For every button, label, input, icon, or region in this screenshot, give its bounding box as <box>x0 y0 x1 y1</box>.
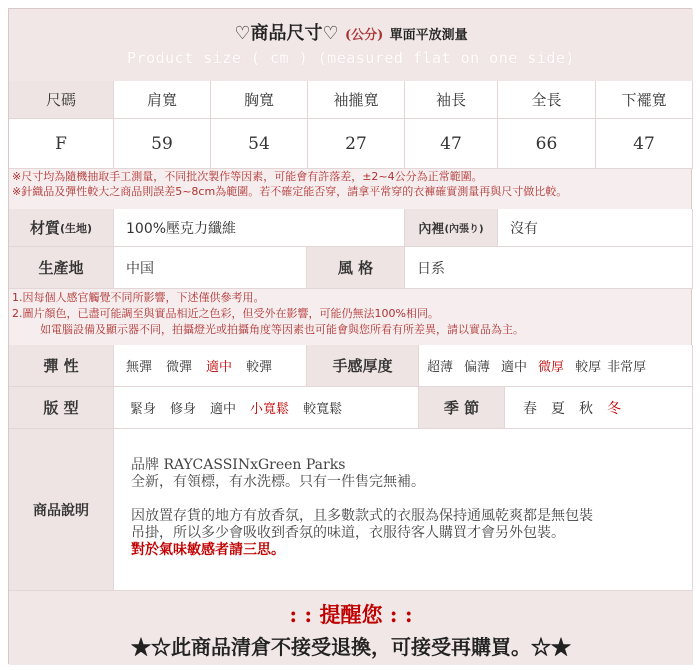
material-value: 100%壓克力纖維 <box>114 209 405 247</box>
color-notes <box>12 290 692 338</box>
color-note-2: 2.圖片顏色，已盡可能調至與實品相近之色彩，但受外在影響，可能仍無法100%相同。 <box>12 307 439 320</box>
elasticity-option-medium-selected: 適中 <box>206 360 233 375</box>
title-unit: (公分) <box>344 28 384 43</box>
title-tail: 單面平放測量 <box>389 28 468 43</box>
color-note-3: 如電腦設備及顯示器不同，拍攝燈光或拍攝角度等因素也可能會與您所看有所差異，請以實品為主。 <box>40 323 524 336</box>
fit-option-tight: 緊身 <box>130 402 157 417</box>
thickness-option-medium: 適中 <box>501 360 528 375</box>
season-option-spring: 春 <box>523 400 537 417</box>
style-value: 日系 <box>405 247 693 289</box>
thickness-option-slightly-thick-selected: 微厚 <box>538 360 565 375</box>
material-label <box>9 209 114 247</box>
size-value-sleeve: 47 <box>405 119 498 169</box>
origin-value: 中国 <box>114 247 307 289</box>
reminder-box <box>9 591 693 665</box>
season-option-autumn: 秋 <box>579 400 593 417</box>
lining-label-sub: (內張り) <box>444 224 484 235</box>
description-text <box>121 457 593 559</box>
size-note-1: ※尺寸均為隨機抽取手工測量，不同批次製作等因素，可能會有許落差，±2~4公分為正常範圍。 <box>12 170 483 183</box>
thickness-option-thin: 偏薄 <box>464 360 491 375</box>
elasticity-label: 彈 性 <box>9 345 114 387</box>
size-title <box>9 19 693 45</box>
product-info-sheet <box>8 8 692 664</box>
size-value-size: F <box>9 119 114 169</box>
reminder-text: ★☆此商品清倉不接受退換，可接受再購買。☆★ <box>131 635 571 659</box>
fit-options <box>114 387 419 429</box>
description-spacer <box>131 491 593 508</box>
elasticity-option-slight: 微彈 <box>166 360 193 375</box>
size-value-armhole: 27 <box>308 119 405 169</box>
thickness-label: 手感厚度 <box>307 345 419 387</box>
reminder-title: : : 提醒您 : : <box>289 602 413 627</box>
season-option-summer: 夏 <box>551 400 565 417</box>
fit-label: 版 型 <box>9 387 114 429</box>
size-header-chest: 胸寬 <box>211 81 308 119</box>
color-note-1: 1.因每個人感官觸覺不同所影響，下述僅供參考用。 <box>12 291 265 304</box>
description-fragrance-2: 吊掛，所以多少會吸收到香氛的味道，衣服待客人購買才會另外包裝。 <box>131 525 565 541</box>
size-header-armhole: 袖攏寬 <box>308 81 405 119</box>
size-value-shoulder: 59 <box>114 119 211 169</box>
size-header-shoulder: 肩寬 <box>114 81 211 119</box>
thickness-option-very-thick: 非常厚 <box>607 360 647 375</box>
size-header-sleeve: 袖長 <box>405 81 498 119</box>
material-label-text: 材質 <box>29 219 60 237</box>
thickness-option-ultra-thin: 超薄 <box>427 360 454 375</box>
elasticity-options <box>114 345 307 387</box>
size-note-2: ※針織品及彈性較大之商品則誤差5~8cm為範圍。若不確定能否穿，請拿平常穿的衣褲確實測量再與尺寸做比較。 <box>12 185 568 198</box>
material-label-sub: (生地) <box>59 221 93 235</box>
lining-label-text: 內裡 <box>418 222 445 237</box>
elasticity-option-none: 無彈 <box>126 360 153 375</box>
lining-value: 沒有 <box>498 209 693 247</box>
size-header-length: 全長 <box>498 81 596 119</box>
description-brand: 品牌 RAYCASSINxGreen Parks <box>131 457 346 473</box>
size-value-hem: 47 <box>596 119 693 169</box>
style-label: 風 格 <box>307 247 405 289</box>
size-notes <box>12 169 692 199</box>
description-warning: 對於氣味敏感者請三思。 <box>131 542 285 558</box>
thickness-options <box>419 345 693 387</box>
size-header-size: 尺碼 <box>9 81 114 119</box>
description-condition: 全新，有領標，有水洗標。只有一件售完無補。 <box>131 474 425 490</box>
fit-option-loose: 較寬鬆 <box>303 402 343 417</box>
size-value-length: 66 <box>498 119 596 169</box>
description-fragrance-1: 因放置存貨的地方有放香氛，且多數款式的衣服為保持通風乾爽都是無包裝 <box>131 508 593 524</box>
season-option-winter-selected: 冬 <box>607 400 621 417</box>
thickness-option-thick: 較厚 <box>575 360 602 375</box>
elasticity-option-high: 較彈 <box>246 360 273 375</box>
size-subtitle: Product size ( cm ) (measured flat on one side) <box>127 49 575 67</box>
size-header-hem: 下襬寬 <box>596 81 693 119</box>
season-label: 季 節 <box>419 387 505 429</box>
origin-label: 生產地 <box>9 247 114 289</box>
size-value-chest: 54 <box>211 119 308 169</box>
fit-option-slightly-loose-selected: 小寬鬆 <box>250 402 290 417</box>
title-main: ♡商品尺寸♡ <box>234 23 339 44</box>
fit-option-regular: 適中 <box>210 402 237 417</box>
season-options <box>505 387 693 429</box>
lining-label <box>405 209 498 247</box>
description-label: 商品說明 <box>9 429 114 591</box>
fit-option-slim: 修身 <box>170 402 197 417</box>
